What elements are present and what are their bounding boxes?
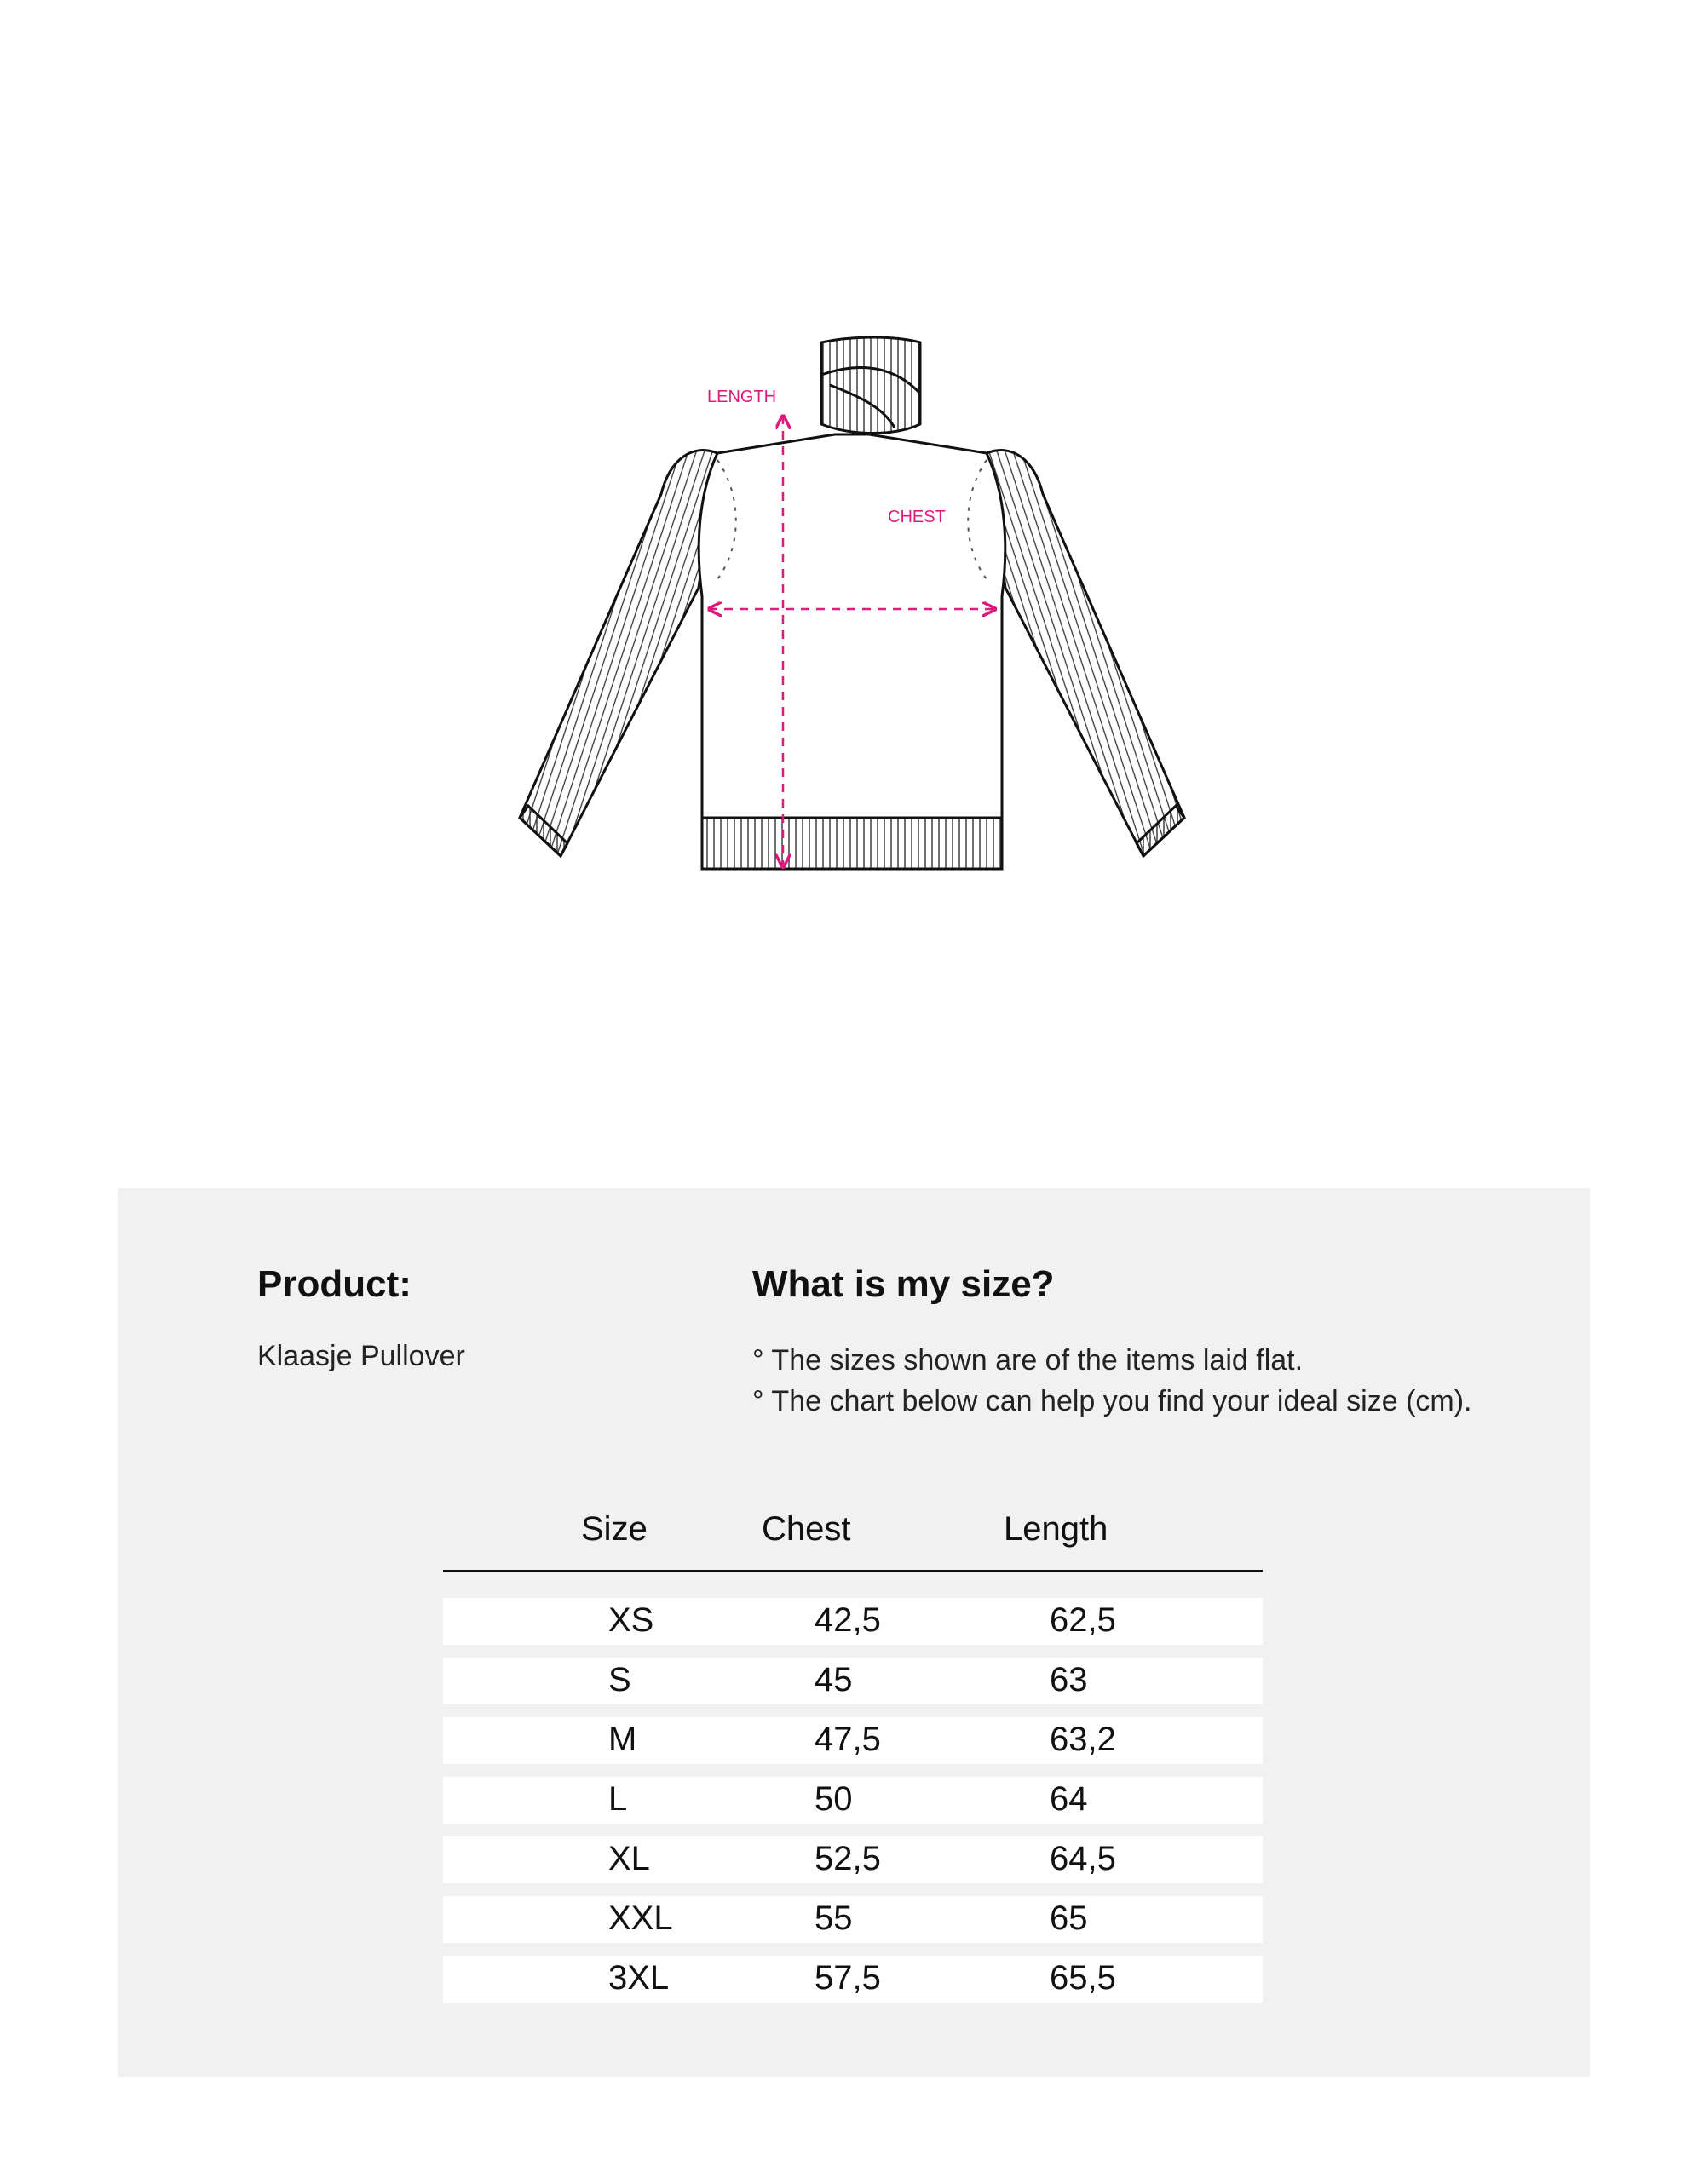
cell-chest: 42,5 [815,1601,881,1639]
cell-length: 62,5 [1050,1601,1116,1639]
table-row [443,1896,1263,1943]
size-note: ° The sizes shown are of the items laid flat. [752,1344,1304,1376]
cell-chest: 47,5 [815,1721,881,1758]
cell-size: M [608,1721,637,1758]
size-notes [752,1340,1472,1422]
sweater-diagram [494,324,1210,886]
cell-length: 64 [1050,1780,1088,1818]
cell-length: 65,5 [1050,1959,1116,1997]
cell-size: XXL [608,1900,673,1937]
table-row [443,1658,1263,1704]
size-help-heading: What is my size? [752,1263,1055,1305]
product-name: Klaasje Pullover [257,1340,465,1372]
cell-size: 3XL [608,1959,670,1997]
chest-label: CHEST [888,508,946,526]
size-table-header [443,1507,1263,1572]
column-header-size: Size [581,1510,648,1548]
cell-chest: 52,5 [815,1840,881,1877]
cell-length: 65 [1050,1900,1088,1937]
column-header-chest: Chest [762,1510,851,1548]
column-header-length: Length [1004,1510,1108,1548]
turtleneck-sweater-icon [520,337,1184,869]
cell-length: 63 [1050,1661,1088,1698]
cell-length: 63,2 [1050,1721,1116,1758]
table-row [443,1836,1263,1883]
cell-size: S [608,1661,631,1698]
cell-size: XS [608,1601,654,1639]
cell-chest: 57,5 [815,1959,881,1997]
cell-chest: 45 [815,1661,853,1698]
table-row [443,1717,1263,1764]
table-row [443,1777,1263,1824]
cell-chest: 50 [815,1780,853,1818]
length-label: LENGTH [707,388,777,406]
cell-size: XL [608,1840,650,1877]
size-note: ° The chart below can help you find your ideal size (cm). [752,1385,1472,1417]
table-row [443,1598,1263,1645]
size-table-body [443,1598,1263,2003]
cell-length: 64,5 [1050,1840,1116,1877]
cell-chest: 55 [815,1900,853,1937]
size-table [443,1507,1263,2015]
table-row [443,1956,1263,2003]
cell-size: L [608,1780,628,1818]
product-heading: Product: [257,1263,412,1305]
size-guide-panel [118,1188,1590,2077]
